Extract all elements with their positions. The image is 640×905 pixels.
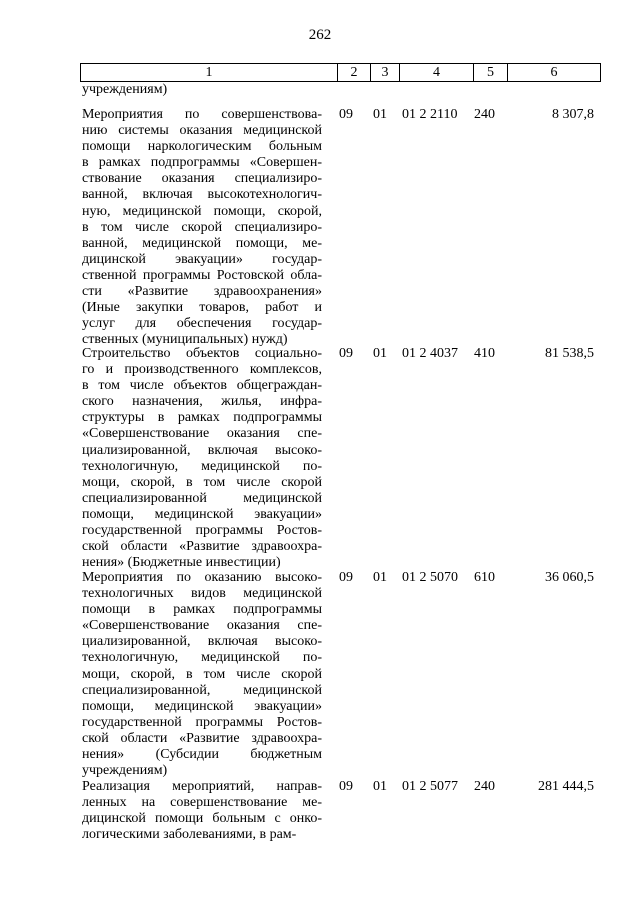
description-line: ленных на совершенствование ме- bbox=[82, 795, 322, 811]
expense-type-code: 240 bbox=[474, 107, 495, 122]
description-line: помощи, медицинской эвакуации» bbox=[82, 698, 322, 714]
description-line: дицинской эвакуации» государ- bbox=[82, 251, 322, 267]
amount-value: 8 307,8 bbox=[552, 107, 594, 122]
description-line: ственных (муниципальных) нужд) bbox=[82, 332, 288, 348]
description-line: Строительство объектов социально- bbox=[82, 346, 322, 361]
description-line: технологичных видов медицинской bbox=[82, 586, 322, 602]
description-line: Реализация мероприятий, направ- bbox=[82, 779, 322, 794]
continuation-text: учреждениям) bbox=[82, 82, 168, 97]
description-line: услуг для обеспечения государ- bbox=[82, 316, 322, 332]
description-line: государственной программы Ростов- bbox=[82, 714, 322, 730]
description-line: нения» (Бюджетные инвестиции) bbox=[82, 555, 281, 571]
description-line: мощи, скорой, в том числе скорой bbox=[82, 474, 322, 490]
description-line: «Совершенствование оказания спе- bbox=[82, 426, 322, 442]
section-code: 09 bbox=[339, 346, 353, 361]
row-description bbox=[82, 570, 322, 779]
description-line: нию системы оказания медицинской bbox=[82, 123, 322, 139]
subsection-code: 01 bbox=[373, 107, 387, 122]
description-line: технологичную, медицинской по- bbox=[82, 650, 322, 666]
description-line: структуры в рамках подпрограммы bbox=[82, 410, 322, 426]
description-line: ственной программы Ростовской обла- bbox=[82, 267, 322, 283]
description-line: (Иные закупки товаров, работ и bbox=[82, 300, 322, 316]
description-line: учреждениям) bbox=[82, 763, 168, 779]
amount-value: 81 538,5 bbox=[545, 346, 594, 361]
description-line: ствование оказания специализиро- bbox=[82, 171, 322, 187]
expense-type-code: 240 bbox=[474, 779, 495, 794]
header-col-2: 2 bbox=[338, 64, 371, 82]
description-line: нения» (Субсидии бюджетным bbox=[82, 747, 322, 763]
subsection-code: 01 bbox=[373, 570, 387, 585]
description-line: помощи в рамках подпрограммы bbox=[82, 602, 322, 618]
description-line: в рамках подпрограммы «Совершен- bbox=[82, 155, 322, 171]
header-col-3: 3 bbox=[371, 64, 400, 82]
subsection-code: 01 bbox=[373, 346, 387, 361]
description-line: специализированной медицинской bbox=[82, 490, 322, 506]
description-line: го и производственного комплексов, bbox=[82, 362, 322, 378]
row-description bbox=[82, 346, 322, 571]
description-line: ского назначения, жилья, инфра- bbox=[82, 394, 322, 410]
description-line: логическими заболеваниями, в рам- bbox=[82, 827, 297, 843]
header-col-6: 6 bbox=[508, 64, 601, 82]
description-line: сти «Развитие здравоохранения» bbox=[82, 284, 322, 300]
description-line: «Совершенствование оказания спе- bbox=[82, 618, 322, 634]
description-line: ную, медицинской помощи, скорой, bbox=[82, 203, 322, 219]
expense-type-code: 410 bbox=[474, 346, 495, 361]
header-col-1: 1 bbox=[81, 64, 338, 82]
description-line: в том числе объектов общеграждан- bbox=[82, 378, 322, 394]
target-article-code: 01 2 5070 bbox=[402, 570, 458, 585]
description-line: ванной, включая высокотехнологич- bbox=[82, 187, 322, 203]
header-col-5: 5 bbox=[474, 64, 508, 82]
row-description bbox=[82, 107, 322, 348]
description-line: ской области «Развитие здравоохра- bbox=[82, 730, 322, 746]
section-code: 09 bbox=[339, 107, 353, 122]
amount-value: 36 060,5 bbox=[545, 570, 594, 585]
target-article-code: 01 2 4037 bbox=[402, 346, 458, 361]
subsection-code: 01 bbox=[373, 779, 387, 794]
description-line: Мероприятия по оказанию высоко- bbox=[82, 570, 322, 585]
expense-type-code: 610 bbox=[474, 570, 495, 585]
header-col-4: 4 bbox=[400, 64, 474, 82]
description-line: технологичную, медицинской по- bbox=[82, 458, 322, 474]
amount-value: 281 444,5 bbox=[538, 779, 594, 794]
description-line: циализированной, включая высоко- bbox=[82, 442, 322, 458]
description-line: помощи, медицинской эвакуации» bbox=[82, 506, 322, 522]
description-line: мощи, скорой, в том числе скорой bbox=[82, 666, 322, 682]
description-line: дицинской помощи больным с онко- bbox=[82, 811, 322, 827]
target-article-code: 01 2 2110 bbox=[402, 107, 458, 122]
target-article-code: 01 2 5077 bbox=[402, 779, 458, 794]
description-line: в том числе скорой специализиро- bbox=[82, 219, 322, 235]
column-header-table bbox=[80, 63, 601, 82]
section-code: 09 bbox=[339, 779, 353, 794]
page-number: 262 bbox=[308, 27, 332, 43]
row-description bbox=[82, 779, 322, 843]
description-line: специализированной, медицинской bbox=[82, 682, 322, 698]
description-line: помощи наркологическим больным bbox=[82, 139, 322, 155]
section-code: 09 bbox=[339, 570, 353, 585]
description-line: ской области «Развитие здравоохра- bbox=[82, 539, 322, 555]
description-line: Мероприятия по совершенствова- bbox=[82, 107, 322, 122]
description-line: циализированной, включая высоко- bbox=[82, 634, 322, 650]
description-line: государственной программы Ростов- bbox=[82, 523, 322, 539]
description-line: ванной, медицинской помощи, ме- bbox=[82, 235, 322, 251]
